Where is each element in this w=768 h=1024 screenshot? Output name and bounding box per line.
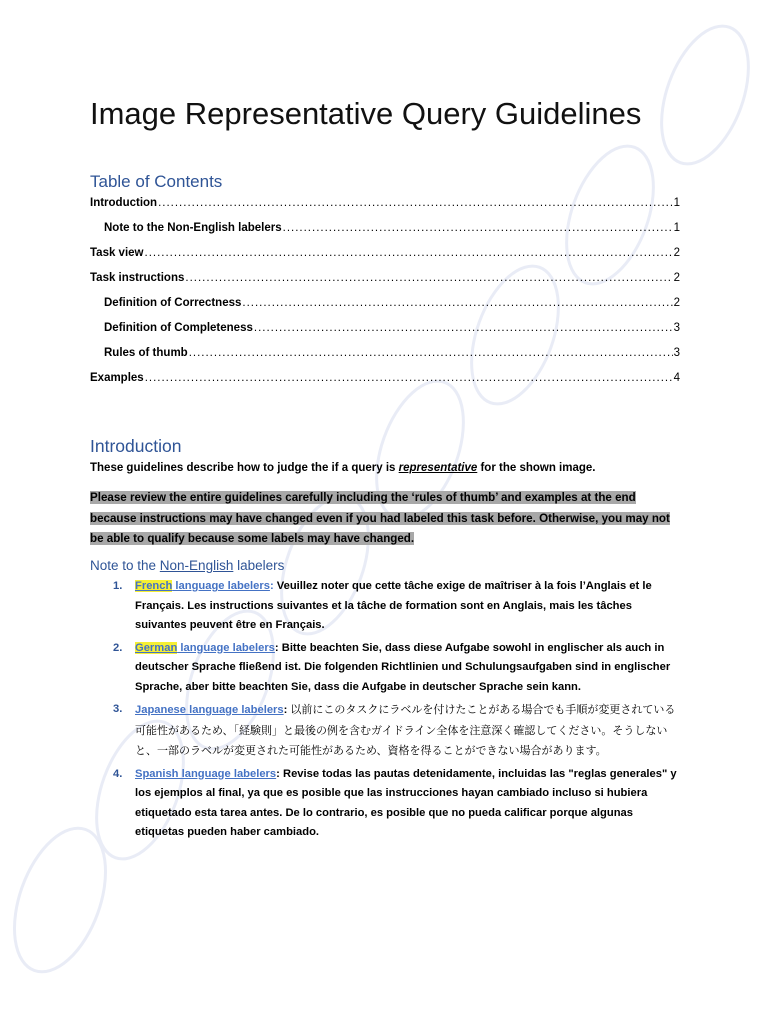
table-of-contents — [90, 197, 680, 397]
spanish-labelers-link[interactable]: Spanish language labelers — [135, 767, 277, 780]
toc-entry-completeness[interactable]: Definition of Completeness ..... 3 — [90, 322, 680, 347]
toc-heading: Table of Contents — [90, 172, 223, 191]
list-item-french: 1. French language labelers: Veuillez noter que cette tâche exige de maîtriser à la fois l’Anglais et le Français. Les instructions suivantes et la tâche de formation sont en Anglais, mais les tâches suivantes peuvent être en Français. — [113, 580, 652, 631]
introduction-text: These guidelines describe how to judge the if a query is representative for the shown image. — [90, 462, 596, 474]
document-title: Image Representative Query Guidelines — [90, 96, 642, 131]
toc-entry-examples[interactable]: Examples ..... 4 — [90, 372, 680, 397]
representative-emphasis: representative — [398, 462, 478, 474]
toc-entry-note-non-english[interactable]: Note to the Non-English labelers ..... 1 — [90, 222, 680, 247]
toc-entry-task-instructions[interactable]: Task instructions ..... 2 — [90, 272, 680, 297]
list-item-spanish: 4. Spanish language labelers: Revise todas las pautas detenidamente, incluidas las "reglas generales" y los ejemplos al final, ya que es posible que las instrucciones hayan cambiado incluso si hubiera etiquetado esta tarea antes. De lo contrario, es posible que no pueda calificar porque algunas etiquetas pueden haber cambiado. — [113, 767, 677, 838]
toc-entry-correctness[interactable]: Definition of Correctness ..... 2 — [90, 297, 680, 322]
japanese-labelers-link[interactable]: Japanese language labelers — [135, 704, 284, 716]
toc-entry-introduction[interactable]: Introduction ..... 1 — [90, 197, 680, 222]
list-item-german: 2. German language labelers: Bitte beachten Sie, dass diese Aufgabe sowohl in englischer als auch in deutscher Sprache fließend ist. Die folgenden Richtlinien und Schulungsaufgaben sind in englischer Sprache, aber bitte beachten Sie, dass die Aufgabe in deutscher Sprache sein kann. — [113, 641, 671, 693]
toc-entry-rules-of-thumb[interactable]: Rules of thumb ..... 3 — [90, 347, 680, 372]
toc-entry-task-view[interactable]: Task view ..... 2 — [90, 247, 680, 272]
introduction-heading: Introduction — [90, 436, 182, 456]
review-notice: Please review the entire guidelines carefully including the ‘rules of thumb’ and examples at the end because instructions may have changed even if you had labeled this task before. Otherwise, you may not be able to qualify because some labels may have changed. — [90, 491, 670, 545]
list-item-japanese: 3. Japanese language labelers: 以前にこのタスクにラベルを付けたことがある場合でも手順が変更されている可能性があるため、「経験則」と最後の例を含むガイドライン全体を注意深く確認してください。そうしないと、一部のラベルが変更された可能性があるため、資格を得ることができない場合があります。 — [113, 703, 676, 757]
language-notes-list — [113, 577, 680, 846]
french-labelers-link[interactable]: French language labelers — [135, 580, 270, 592]
german-labelers-link[interactable]: German language labelers — [135, 641, 275, 654]
note-heading: Note to the Non-English labelers — [90, 558, 285, 573]
